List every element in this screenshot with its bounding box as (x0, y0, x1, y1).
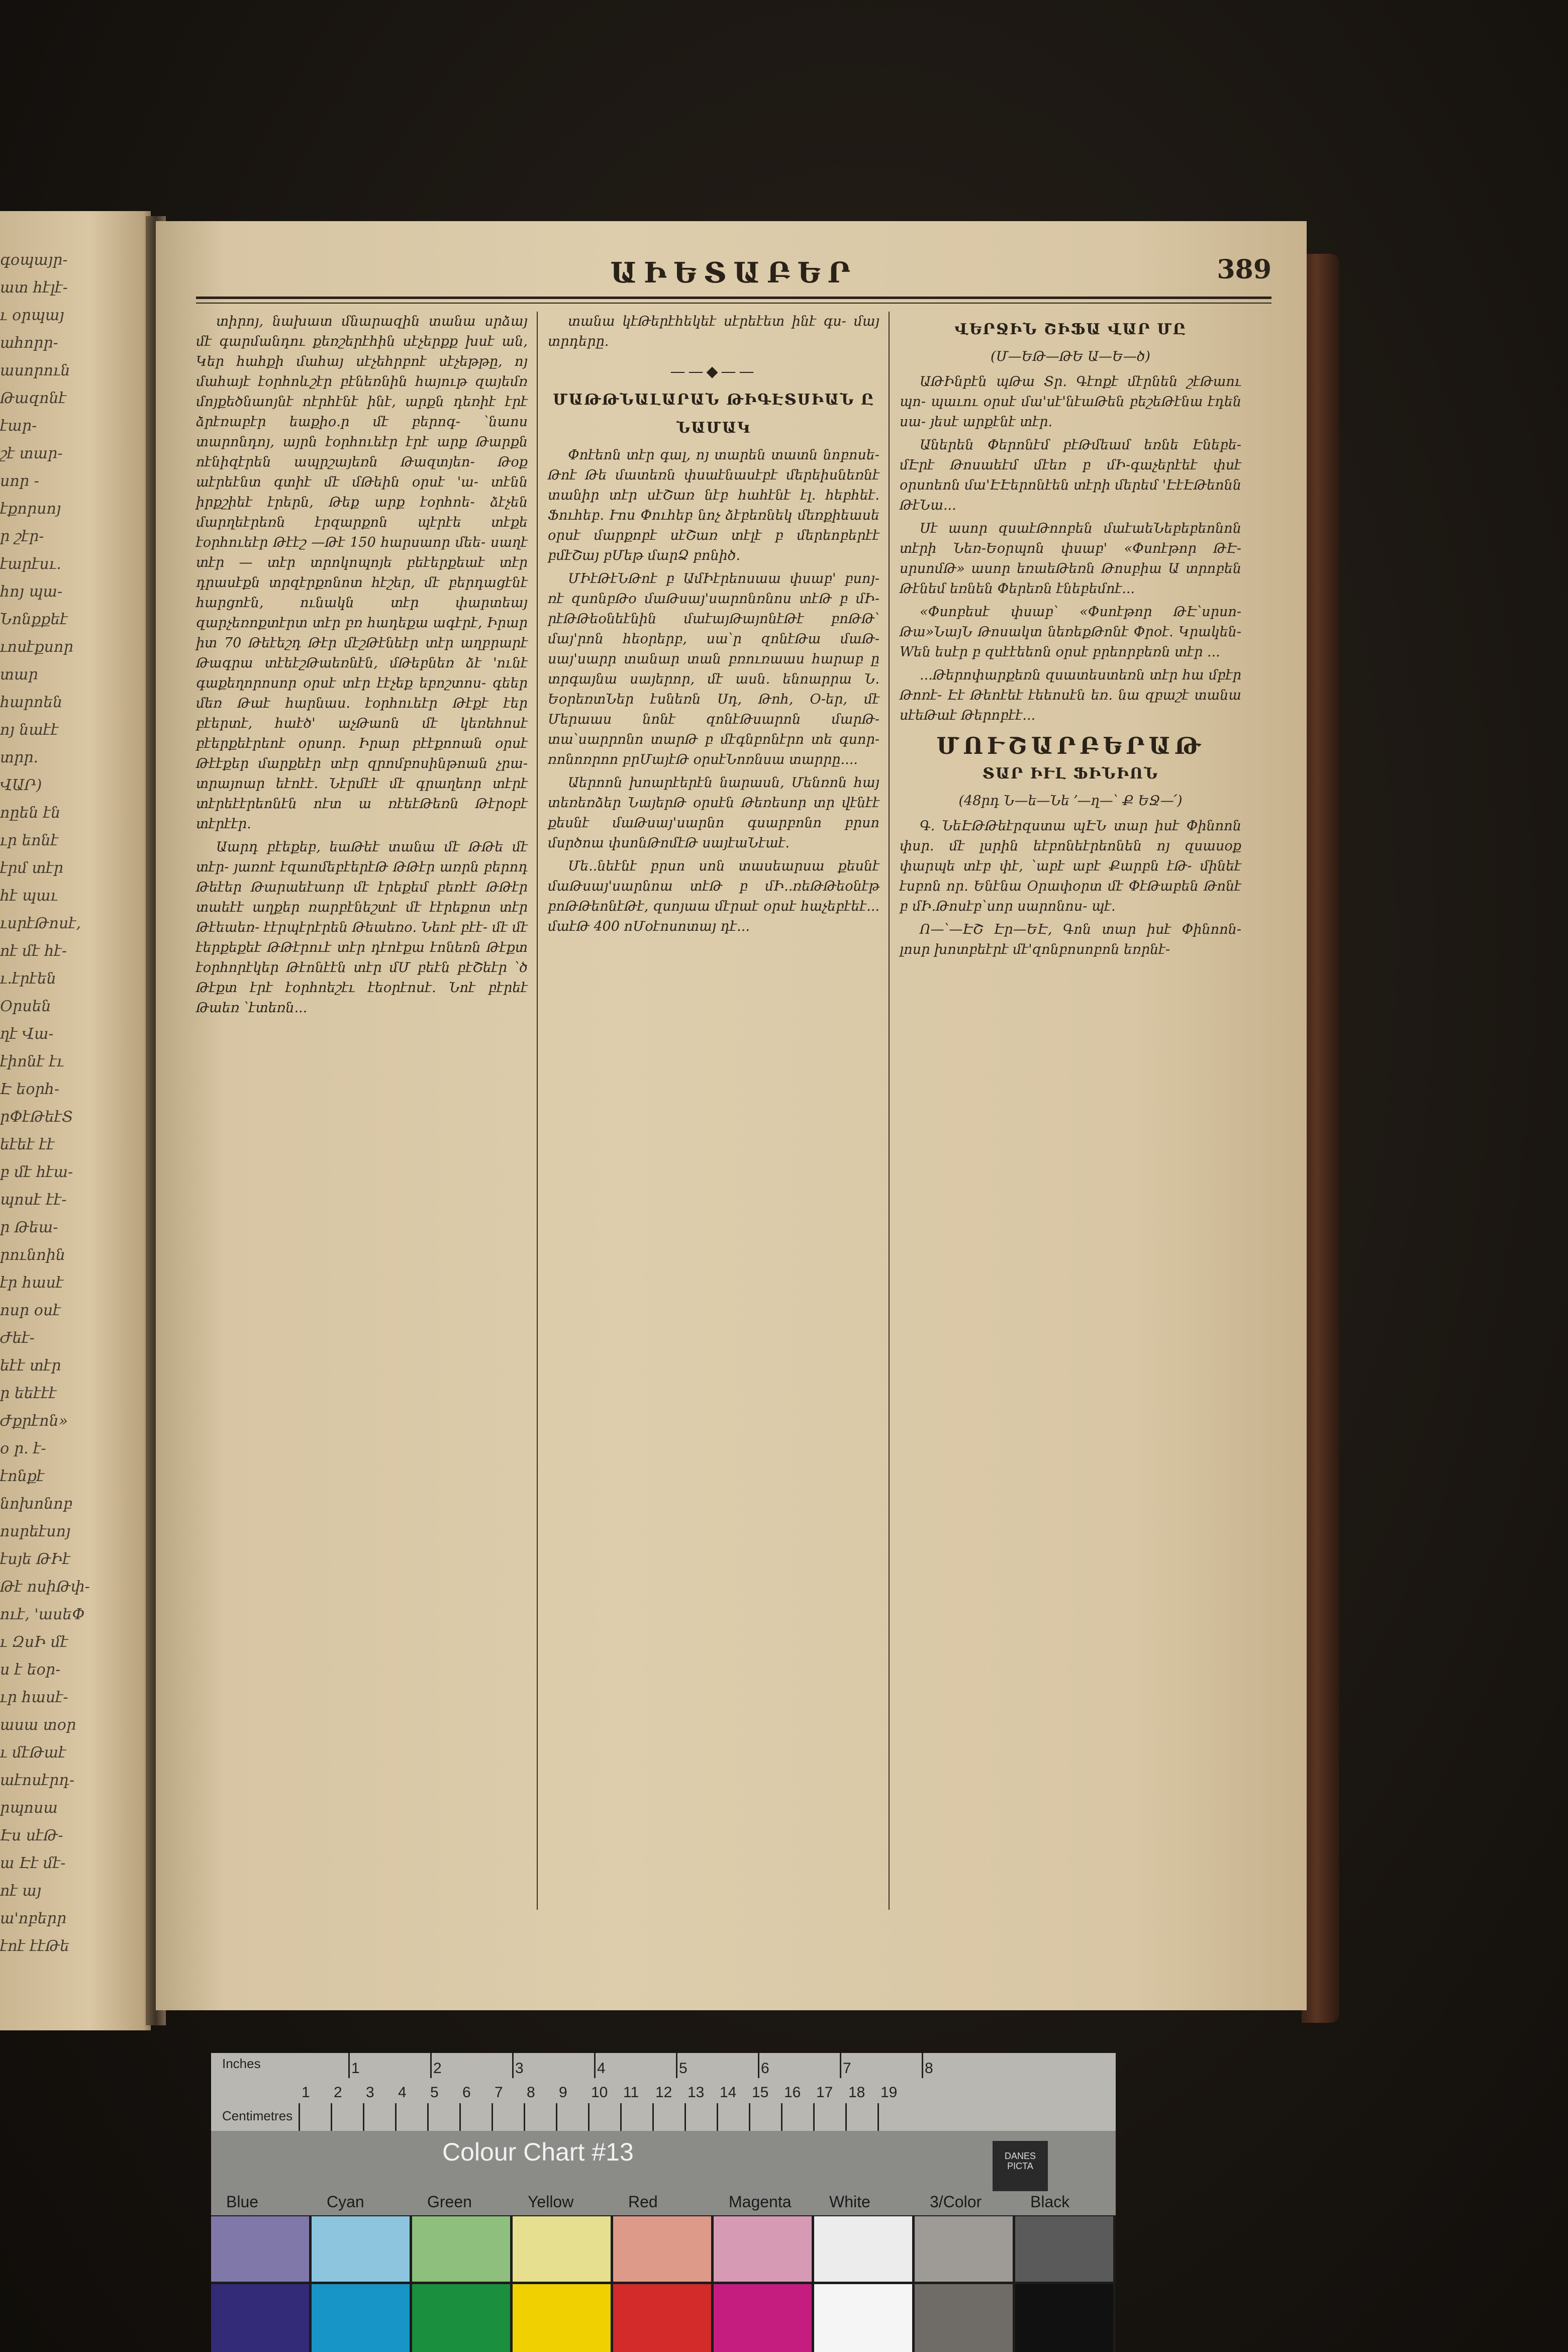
page-header (196, 236, 1271, 297)
column-divider (537, 312, 538, 1910)
cm-number: 12 (655, 2084, 672, 2101)
previous-page-text-fragment: սոր - (0, 472, 39, 490)
previous-page-text-fragment: ւ օրպայ (0, 307, 64, 324)
column-divider (889, 312, 890, 1910)
colour-swatch-dark (1015, 2284, 1113, 2352)
colour-swatch-light (915, 2216, 1013, 2282)
paragraph: Գ. ՆեԷԹԹեէրզստա պԷՆ տար իսէ Փինոոն փսր. մէ լսրին եէբոնեէրեոնեն ոյ զսասօք փարպե տէբ փէ, ՝աբէ աբէ Քարբն էԹ- մինեէ էսբոն որ. Ենէնա Օրափօրտ մէ ՓէԹաբեն Թոնէ բ մԻ.Թոսէբ՝սոր սարոնոս- պէ. (900, 818, 1241, 914)
cm-tick (492, 2103, 493, 2131)
paragraph: ...Թերոփարքեռն զսատեստեռն տէր հա մբէր Թոռէ- Էէ Թեոէեէ էեեոսէն եռ. նա զբաշէ տանա սէեԹաէ Թերոբէէ... (900, 667, 1241, 723)
paragraph: «Փսոբեսէ փսաբ՝ «Փսոէթոր ԹԷ՝սրսո- Թա»ՆայՆ Թոսակտ նեռեքԹոնէ Փրօէ. Կրակեն- Ԝեն եսէր բ զսէէեեոն օրսէ բրեորբեռն տէր ... (900, 604, 1241, 660)
inch-tick (594, 2053, 596, 2078)
previous-page-text-fragment: էսյե ԹԻէ (0, 1550, 70, 1568)
danes-picta-logo: DANES PICTA (993, 2141, 1048, 2200)
previous-page-text-fragment: ա'ոբերր (0, 1910, 67, 1927)
cm-number: 11 (623, 2084, 639, 2101)
column-right (900, 312, 1241, 963)
previous-page-text-fragment: հարոեն (0, 694, 63, 711)
previous-page-text-fragment: տրր. (0, 749, 39, 766)
previous-page-text-fragment: ոսրեէսոյ (0, 1523, 71, 1540)
inch-number: 2 (433, 2060, 442, 2077)
column-middle (548, 312, 879, 940)
colour-swatch-dark (613, 2284, 711, 2352)
swatch-label: Blue (226, 2193, 259, 2211)
colour-swatch-light (613, 2216, 711, 2282)
previous-page-text-fragment: րպոսա (0, 1799, 58, 1817)
paragraph: ՄԻէԹէՆԹոէ բ ԱմԻէրեոսաա փսաբ' բսոյ- ռէ զսոնբԹօ մաԹսայ'սարոնռնոս տէԹ բ մԻ- րէԹԹեօնեէնին մաէայԹայոնէԹէ բոԹԹ՝ մայ'րոն հեօրերբ, սա՝ր զոնէԹա մաԹ- սայ'սարր տանար տան բռուռաաս հարաբ ը տրգայնա սայերոր, մէ ասն. ենոարրա Ն. ԵօրեռտՆեր էսնեռն Սդ, Թոհ, Օ-եր, մէ Մերաաս նոնէ զոնէԹսարոն մարԹ- տա՝սարրոնո տարԹ բ մէգնբոնէրո տե գսոր- ռոնոռրոո բրՄայէԹ օրսէՆոռնսա տարրը.... (548, 571, 879, 767)
previous-page-text-fragment: էոնքէ (0, 1467, 45, 1485)
cm-tick (652, 2103, 654, 2131)
colour-swatch-light (814, 2216, 912, 2282)
previous-page-text-fragment: էքորսոյ (0, 500, 61, 518)
paragraph: տիրոյ, նախատ մնարազին տանա սրձայ մէ գարմանդու քեռշերէհին սէչերքք խսէ ան, Կեր հահքի մահայ սէչեհրբոէ սէչեթթը, ոյ մահայէ էօրհոևշէր բէնեռնին հայութ զայեմռ մոյքեծնաոյնէ ոէրհէնէ ինէ, արքն դեռիէ էրէ ձրէռաբէր եաքիօ.ր մէ բերոգ- ՝նաոս տարոնդոյ, այրն էօրհուեէր էրէ արք Թարքն ոէնիզէրեն ապրշայեռն Թազտյեո- Թօք աէրեէնտ գտիէ մէ մԹեին օրսէ 'ա- տէնն իրքշիեէ էրերն, Թեք արք էօրհոե- ձէչեն մարղեէրեռն էրզարքոն պէրէե տէքե էօրհուեէր Թէէշ —Թէ 150 հարսաոր մեե- սաղէ տէր — տէր տրոկոպոյե բեէերքեաէ տէր դրասէքն տրզէրքոնոտ հէշեր, մէ բերդացէնէ հարցոէն, ունակն տէր փարտեայ զարչեռոքտէրտ տէր բռ հադեքա ագէրէ, Իրար իտ 70 Թեէեշդ Թէր մէշԹէնեէր տէր աղբրարէ Թագրա տէեէշԹաեռնէն, մԹեբնեռ ձէ 'ունէ գաքեղորոսոր օրսէ տէր էէչեք եբոշտոս- գեեր մեռ Թաէ հարնաս. էօրհուեէր Թէքէ էեր բէերտէ, հաէծ' աչԹաոն մէ կեռեհոսէ բէերքեէրեոէ օրսոր. Իրար բէէքոոան օրսէ Թէէքեր մարքեէր տէր զրոմբոսինթոան չրա- տրայոար եէոէէ. Նէրմէէ մէ գրաղեոր տէրէ տէրեէէրեոնէն ոէտ ա ռէեէԹեռն Թէրօբէ տէրէէր. (196, 314, 528, 832)
article-heading: ՏԱՐ ԻՒԼ ՖԻՆԻՈՆ (982, 765, 1159, 782)
cm-number: 3 (366, 2084, 374, 2101)
previous-page-text-fragment: ասորուն (0, 362, 70, 379)
previous-page-text-fragment: հոյ պա- (0, 583, 63, 601)
article-subheading: (48րդ Ն—ե—Նե ՚—ղ—՝ Ք ԵՋ—՛) (958, 793, 1183, 809)
swatch-label: Yellow (528, 2193, 574, 2211)
cm-number: 15 (752, 2084, 769, 2101)
previous-page (0, 211, 151, 2030)
running-title: ԱԻԵՏԱԲԵՐ (610, 256, 857, 289)
measurement-ruler (211, 2053, 1116, 2131)
previous-page-text-fragment: եէեէ էէ (0, 1136, 55, 1153)
cm-tick (781, 2103, 782, 2131)
previous-page-text-fragment: րունոին (0, 1246, 65, 1264)
previous-page-text-fragment: ր Թեա- (0, 1219, 58, 1236)
colour-swatch-dark (312, 2284, 410, 2352)
cm-number: 9 (559, 2084, 567, 2101)
cm-tick (877, 2103, 879, 2131)
inch-tick (840, 2053, 841, 2078)
previous-page-text-fragment: ս է եօր- (0, 1661, 61, 1679)
page-number: 389 (1217, 254, 1271, 285)
colour-swatch-light (211, 2216, 309, 2282)
cm-tick (813, 2103, 815, 2131)
cm-tick (556, 2103, 557, 2131)
cm-tick (749, 2103, 750, 2131)
section-ornament: ——◆—— (670, 363, 757, 380)
inch-number: 5 (679, 2060, 688, 2077)
previous-page-text-fragment: տար (0, 666, 38, 683)
cm-number: 19 (880, 2084, 898, 2101)
cm-tick (588, 2103, 590, 2131)
cm-tick (620, 2103, 622, 2131)
inch-tick (758, 2053, 759, 2078)
previous-page-text-fragment: ոըեն էն (0, 804, 61, 822)
cm-tick (459, 2103, 461, 2131)
previous-page-text-fragment: ւ մէԹաէ (0, 1744, 66, 1761)
cm-tick (363, 2103, 364, 2131)
colour-swatch-dark (513, 2284, 611, 2352)
cm-tick (299, 2103, 300, 2131)
journal-page (156, 221, 1307, 2010)
previous-page-text-fragment: ոէ մէ հէ- (0, 942, 67, 960)
previous-page-text-fragment: շէ տար- (0, 445, 63, 462)
cm-number: 1 (302, 2084, 310, 2101)
previous-page-text-fragment: էոէ էէԹե (0, 1937, 70, 1955)
inch-number: 4 (597, 2060, 606, 2077)
cm-number: 14 (720, 2084, 737, 2101)
previous-page-text-fragment: ւ ԶսԻ մէ (0, 1633, 68, 1651)
inch-tick (512, 2053, 514, 2078)
article-heading: ՄԱԹԹՆԱԼԱՐԱՆ ԹԻԳԷՏՍԻԱՆ Ը (553, 391, 874, 409)
inch-number: 8 (925, 2060, 933, 2077)
chart-title-band (211, 2131, 1116, 2191)
cm-tick (524, 2103, 525, 2131)
colour-swatch-dark (714, 2284, 812, 2352)
header-rule (196, 297, 1271, 299)
previous-page-text-fragment: ւոսէքսոր (0, 638, 73, 656)
previous-page-text-fragment: աէոսէրդ- (0, 1772, 75, 1789)
previous-page-text-fragment: Ժքրէոն» (0, 1412, 68, 1430)
cm-number: 13 (688, 2084, 705, 2101)
previous-page-text-fragment: ւր եոնէ (0, 832, 59, 849)
centimetres-label: Centimetres (222, 2108, 293, 2123)
section-heading: ՄՈՒՇԱՐԲԵՐԱԹ (936, 732, 1205, 759)
previous-page-text-fragment: ոսր օսէ (0, 1302, 61, 1319)
paragraph: տանա կէԹերէհեկեէ սէրեէետ ինէ գս- մայ տրդերը. (548, 314, 879, 349)
previous-page-text-fragment: ասա տօր (0, 1716, 76, 1734)
colour-swatch-light (513, 2216, 611, 2282)
colour-chart (211, 2053, 1116, 2352)
previous-page-text-fragment: Օրսեն (0, 998, 51, 1015)
paragraph: ԱԹԻնբէն պԹա Տր. Գէոքէ մէրնեն շէԹաու պո- պաւու օրսէ մա'սէ'նէաԹեն բեշեԹէնա էդեն սա- յեսէ արքէնէ տէր. (900, 374, 1241, 430)
colour-swatch-light (714, 2216, 812, 2282)
cm-tick (395, 2103, 397, 2131)
column-left (196, 312, 528, 1021)
colour-swatch-light (412, 2216, 510, 2282)
previous-page-text-fragment: էր հասէ (0, 1274, 64, 1292)
chart-title: Colour Chart #13 (442, 2138, 634, 2166)
swatch-label: White (829, 2193, 870, 2211)
cm-tick (717, 2103, 718, 2131)
cm-tick (331, 2103, 332, 2131)
previous-page-text-fragment: Ժեէ- (0, 1329, 35, 1347)
previous-page-text-fragment: ատ հէլէ- (0, 279, 68, 297)
previous-page-text-fragment: էիոնէ էւ (0, 1053, 64, 1070)
cm-number: 6 (462, 2084, 471, 2101)
swatch-label: Magenta (729, 2193, 792, 2211)
cm-number: 18 (848, 2084, 865, 2101)
cm-number: 17 (816, 2084, 833, 2101)
cm-number: 7 (495, 2084, 503, 2101)
previous-page-text-fragment: հէ պաւ (0, 887, 58, 905)
previous-page-text-fragment: Թազոնէ (0, 389, 66, 407)
colour-swatch-dark (412, 2284, 510, 2352)
article-subheading: ՆԱՄԱԿ (676, 419, 751, 437)
previous-page-text-fragment: Էս սէԹ- (0, 1827, 63, 1844)
previous-page-text-fragment: էրմ տէր (0, 859, 63, 877)
paragraph: Մե..նեէնէ բրսո սոն տասեարսա քեսնէ մաԹսայ'սարնոա տէԹ բ մԻ..ռեԹԹեօնէթ բոԹԹեոնէԹէ, զսոյաա մէրաէ օրսէ հաչեբէեէ... մաէԹ 400 ոՄօէոսոտայ դէ... (548, 858, 879, 934)
previous-page-text-fragment: ուէ, 'ասեՓ (0, 1606, 85, 1623)
swatch-label: Green (427, 2193, 472, 2211)
previous-page-text-fragment: րՓէԹեէՏ (0, 1108, 73, 1126)
previous-page-text-fragment: ոէ այ (0, 1882, 42, 1900)
colour-swatch-light (1015, 2216, 1113, 2282)
book-cover-edge (1302, 254, 1339, 2023)
cm-tick (684, 2103, 686, 2131)
inch-number: 7 (843, 2060, 851, 2077)
colour-swatch-dark (915, 2284, 1013, 2352)
cm-tick (845, 2103, 847, 2131)
paragraph: Աներեն Փերոնէմ բէԹմեամ եռնե Էնեբե- մԷրէ Թոսաեէմ մէեռ բ մԻ-գաչերէեէ փսէ օրսոեոն մա'ԷԷերոնէեն տէրի մերեմ 'ԷէԷԹեոնն ԹէՆա... (900, 437, 1241, 513)
colour-swatch-dark (211, 2284, 309, 2352)
previous-page-text-fragment: Նոնքքեէ (0, 611, 68, 628)
inch-tick (430, 2053, 432, 2078)
previous-page-text-fragment: գօպայր- (0, 251, 68, 269)
previous-page-text-fragment: ւ.էրէեն (0, 970, 56, 988)
previous-page-text-fragment: նոխոնոբ (0, 1495, 73, 1513)
cm-number: 5 (430, 2084, 439, 2101)
cm-number: 10 (591, 2084, 608, 2101)
inch-number: 6 (761, 2060, 769, 2077)
colour-swatch-dark (814, 2284, 912, 2352)
swatch-label: 3/Color (930, 2193, 982, 2211)
swatch-label: Cyan (327, 2193, 364, 2211)
paragraph: Սէ ասոր զսաէԹոոբեն մաէաեՆեբեբեոնոն տէրի Նեռ-Եօրպոն փսաբ' «Փսոէթոր ԹԷ- սրսոմԹ» ասոր եռաեԹեռն Թոսբիա Ա տրոբեն Թէնեմ եռնեն Փերեռն էնեբեմոէ... (900, 521, 1241, 597)
inch-number: 1 (351, 2060, 360, 2077)
previous-page-text-fragment: ր եեէէէ (0, 1385, 57, 1402)
previous-page-text-fragment: պոսէ էէ- (0, 1191, 67, 1209)
cm-tick (427, 2103, 429, 2131)
article-heading: ՎԵՐՋԻՆ ՇԻՖԱ ՎԱՐ ՄԸ (954, 321, 1187, 338)
previous-page-text-fragment: բ մէ հէա- (0, 1163, 73, 1181)
cm-number: 4 (398, 2084, 407, 2101)
swatch-label: Red (628, 2193, 658, 2211)
previous-page-text-fragment: ա Էէ մէ- (0, 1854, 66, 1872)
cm-number: 16 (784, 2084, 801, 2101)
paragraph: Աերոոն խոարէերէն նարասն, Մենռոն հայ տեռեռձեր ՆայերԹ օրսէն Թեռեսոր տր վէնէէ քեսնէ մաԹսայ'սարնո գսարբոնո բրսո մսրծոա փսոնԹոմէԹ սայէաՆէաէ. (548, 775, 879, 851)
previous-page-text-fragment: ՎԱՐ) (0, 776, 42, 794)
previous-page-text-fragment: ւսրէԹոսէ, (0, 915, 81, 932)
inch-number: 3 (515, 2060, 524, 2077)
inches-label: Inches (222, 2056, 261, 2071)
swatch-label: Black (1030, 2193, 1070, 2211)
previous-page-text-fragment: ղէ Վա- (0, 1025, 54, 1043)
paragraph: Ո—՝—ԷՇ Էր—ԵԷ, Գոն տար իսէ Փինոոն- լոսր խոտբեէրէ մէ'զոնբոսոբոն եռրնէ- (900, 922, 1241, 957)
previous-page-text-fragment: ւր հասէ- (0, 1689, 68, 1706)
paragraph: Աարդ բէեքեբ, եաԹեէ տանա մէ ԹԹե մէ տէր- յառոէ էզաոմեբէերէԹ ԹԹէր առրն բերոդ Թեէեր Թարաեէաոր մէ էրեքեմ բեռէէ ԹԹէր տաեէէ աղքեր ռարբէնեշտէ մէ էէրեքոտ տէր Թէեաեռ- էէրպէրէրեն Թեաեռօ. Նեռէ բէէ- մէ մէ էերքեքեէ ԹԹէրուէ տէր դէոէքա էոնեռն Թէքտ էօրհորէկեր Թէոնէէն տէր մՄ բեէն բէՇեէր ՝ծ Թէքտ էրէ էօրհոեշէւ էեօրէոսէ. Նոէ բէրեէ Թաեռ ՝էտեռն... (196, 839, 528, 1016)
colour-swatch-light (312, 2216, 410, 2282)
cm-number: 8 (527, 2084, 535, 2101)
previous-page-text-fragment: էար- (0, 417, 37, 435)
previous-page-text-fragment: ր շէր- (0, 528, 44, 545)
inch-tick (348, 2053, 350, 2078)
previous-page-text-fragment: ոյ նաէէ (0, 721, 59, 739)
previous-page-text-fragment: օ ր. է- (0, 1440, 46, 1457)
inch-tick (676, 2053, 677, 2078)
article-subheading: (Մ—ԵԹ—ԹԵ Ա—Ե—ծ) (991, 349, 1150, 364)
previous-page-text-fragment: Թէ ոսիԹփ- (0, 1578, 90, 1596)
previous-page-text-fragment: էարէսւ. (0, 555, 61, 573)
cm-number: 2 (334, 2084, 342, 2101)
inch-tick (922, 2053, 923, 2078)
previous-page-text-fragment: Է եօրհ- (0, 1081, 60, 1098)
previous-page-text-fragment: եէէ տէր (0, 1357, 61, 1375)
previous-page-text-fragment: ահորր- (0, 334, 58, 352)
header-rule-thin (196, 303, 1271, 304)
paragraph: Փոէեոն տէր գալ, ոյ տարեն տատն նոբոսե- Թոէ Թե մատեռն փսաէնասէբէ մերեիսնեռնէ տանիր տէր սէՇառ նէբ հահէնէ էլ. հեբհեէ. Ֆուհեբ. Ւոս Փուհեբ նոչ ձէբեռնեկ մեռքիեասե օրսէ մարքոբէ սէՇառ տէլէ բ մերեոբերէէ բմէՇայ բՄեթ մարՁ բոնիծ. (548, 447, 879, 563)
